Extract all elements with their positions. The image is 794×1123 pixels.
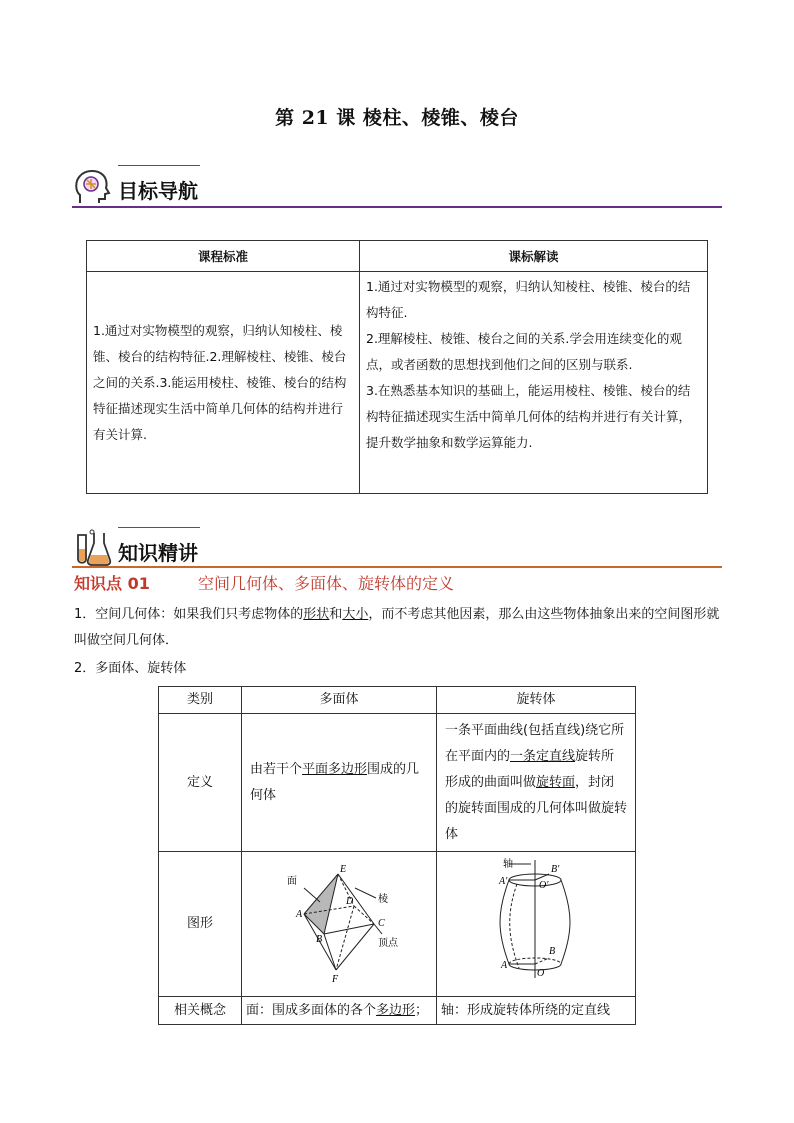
- point-label: A: [296, 909, 303, 920]
- table-row: [159, 997, 636, 1025]
- octahedron-figure: [242, 852, 420, 996]
- section-header-knowledge: [72, 527, 722, 571]
- table-row: [159, 852, 636, 997]
- rotation-figure-cell: [437, 852, 636, 997]
- polyhedron-figure-cell: [242, 852, 437, 997]
- header-top-line: [118, 165, 200, 166]
- point-label: O′: [539, 880, 549, 891]
- text-span: ，而不考虑其他因素，那么由这些物体抽象出来的空间图形就叫做空间几何体．: [74, 607, 720, 648]
- face-label: 面: [287, 876, 297, 887]
- row-label-concept: 相关概念: [159, 997, 242, 1025]
- point-label: B: [316, 934, 323, 945]
- point-label: D: [346, 896, 354, 907]
- point-label: A: [501, 960, 508, 971]
- edge-label: 棱: [378, 894, 388, 905]
- polyhedron-concept: [242, 997, 437, 1025]
- definition-paragraph: [74, 602, 724, 654]
- header-cell-standard: 课程标准: [87, 241, 360, 272]
- point-label: E: [340, 864, 347, 875]
- table-row: [159, 714, 636, 852]
- knowledge-point-title: 空间几何体、多面体、旋转体的定义: [198, 574, 455, 593]
- header-cell-interpretation: 课标解读: [360, 241, 708, 272]
- interpretation-item: 2.理解棱柱、棱锥、棱台之间的关系.学会用连续变化的观点，或者函数的思想找到他们之间的区别与联系.: [366, 331, 682, 372]
- section-header-goals: [72, 165, 722, 209]
- section-heading-knowledge: 知识精讲: [118, 541, 198, 565]
- text-span: 一条平面曲线(包括直线)绕它所在平面内的: [445, 722, 625, 764]
- axis-label: 轴: [503, 859, 513, 870]
- text-span: 和: [329, 607, 343, 622]
- underlined-term: 大小: [342, 607, 369, 622]
- polyhedron-rotation-table: [158, 686, 636, 1025]
- barrel-figure: [437, 852, 633, 996]
- text-span: ；: [415, 1002, 429, 1018]
- header-cell-rotation-body: 旋转体: [437, 687, 636, 714]
- header-top-line: [118, 527, 200, 528]
- interpretation-item: 1.通过对实物模型的观察，归纳认知棱柱、棱锥、棱台的结构特征.: [366, 279, 691, 320]
- subheading-polyhedra: 2．多面体、旋转体: [74, 661, 187, 676]
- underlined-term: 多边形: [376, 1002, 416, 1018]
- point-label: F: [332, 974, 339, 985]
- rotation-body-definition: [437, 714, 636, 852]
- page-title: 第 21 课 棱柱、棱锥、棱台: [275, 107, 519, 129]
- header-cell-polyhedron: 多面体: [242, 687, 437, 714]
- underlined-term: 形状: [303, 607, 330, 622]
- underlined-term: 一条定直线: [510, 748, 576, 764]
- table-header-row: [87, 241, 708, 272]
- rotation-body-concept: 轴：形成旋转体所绕的定直线: [437, 997, 636, 1025]
- vertex-label: 顶点: [378, 938, 398, 949]
- point-label: C: [378, 918, 385, 929]
- text-span: ，封闭的旋转面围成的几何体叫做旋转体: [445, 774, 628, 842]
- text-span: 1．空间几何体：如果我们只考虑物体的: [74, 607, 304, 622]
- interpretation-item: 3.在熟悉基本知识的基础上，能运用棱柱、棱锥、棱台的结构特征描述现实生活中简单几何体的结构并进行有关计算，提升数学抽象和数学运算能力.: [366, 383, 692, 450]
- section-heading-goals: 目标导航: [118, 179, 198, 203]
- section-divider-purple: [72, 206, 722, 208]
- shaded-face: [304, 874, 338, 934]
- text-span: 由若干个: [250, 761, 303, 777]
- standard-cell: 1.通过对实物模型的观察，归纳认知棱柱、棱锥、棱台的结构特征.2.理解棱柱、棱锥、棱台之间的关系.3.能运用棱柱、棱锥、棱台的结构特征描述现实生活中简单几何体的结构并进行有关计算.: [87, 272, 360, 494]
- row-label-figure: 图形: [159, 852, 242, 997]
- table-row: [87, 272, 708, 494]
- polyhedron-definition: [242, 714, 437, 852]
- text-span: 围成的几何体: [250, 761, 420, 803]
- underlined-term: 平面多边形: [302, 761, 368, 777]
- point-label: A′: [499, 876, 508, 887]
- header-cell-category: 类别: [159, 687, 242, 714]
- point-label: B′: [551, 864, 560, 875]
- point-label: B: [549, 946, 556, 957]
- point-label: O: [537, 968, 545, 979]
- brain-head-icon: [72, 167, 112, 207]
- curriculum-standards-table: [86, 240, 708, 494]
- table-header-row: [159, 687, 636, 714]
- underlined-term: 旋转面: [536, 774, 576, 790]
- lab-flask-icon: [72, 527, 114, 567]
- text-span: 旋转所形成的曲面叫做: [445, 748, 615, 790]
- interpretation-cell: [360, 272, 708, 494]
- row-label-definition: 定义: [159, 714, 242, 852]
- text-span: 面：围成多面体的各个: [246, 1002, 377, 1018]
- section-divider-orange: [72, 566, 722, 568]
- knowledge-point-heading: [74, 571, 455, 594]
- knowledge-point-number: 知识点 01: [74, 574, 150, 593]
